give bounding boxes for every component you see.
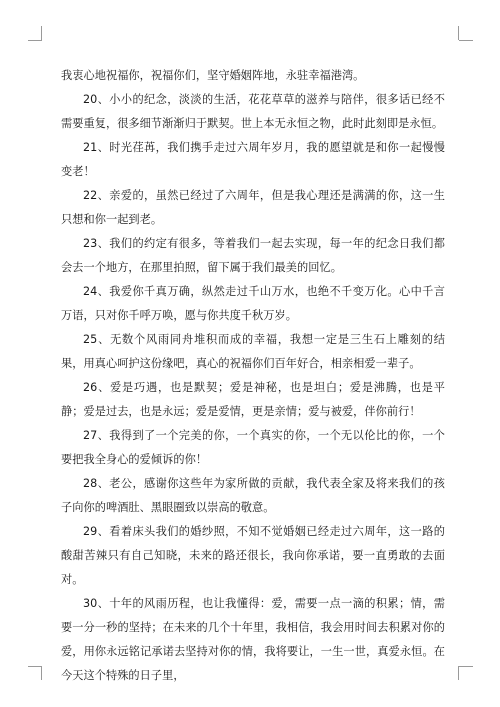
paragraph-30: 30、十年的风雨历程，也让我懂得：爱，需要一点一滴的积累；情，需要一分一秒的坚持；在未来的几个十年里，我相信，我会用时间去积累对你的爱，用你永远铭记承诺去坚持对你的情，我将要让，一生一世，真爱永恒。在今天这个特殊的日子里， [61, 597, 445, 682]
document-body [61, 64, 445, 688]
paragraph-22: 22、亲爱的，虽然已经过了六周年，但是我心理还是满满的你，这一生只想和你一起到老。 [61, 189, 445, 226]
crop-mark-top-right-vertical [458, 26, 459, 40]
paragraph-24: 24、我爱你千真万确，纵然走过千山万水，也绝不千变万化。心中千言万语，只对你千呼万唤，愿与你共度千秋万岁。 [61, 285, 445, 322]
paragraph-23: 23、我们的约定有很多，等着我们一起去实现，每一年的纪念日我们都会去一个地方，在那里拍照，留下属于我们最美的回忆。 [61, 237, 445, 274]
paragraph-continuation: 我衷心地祝福你，祝福你们，坚守婚姻阵地，永驻幸福港湾。 [61, 69, 365, 82]
paragraph-21: 21、时光荏苒，我们携手走过六周年岁月，我的愿望就是和你一起慢慢变老！ [61, 141, 445, 178]
paragraph-27: 27、我得到了一个完美的你，一个真实的你，一个无以伦比的你，一个要把我全身心的爱倾诉的你！ [61, 429, 445, 466]
paragraph-25: 25、无数个风雨同舟堆积而成的幸福，我想一定是三生石上雕刻的结果，用真心呵护这份缘吧，真心的祝福你们百年好合，相亲相爱一辈子。 [61, 333, 445, 370]
paragraph-20: 20、小小的纪念，淡淡的生活，花花草草的滋养与陪伴，很多话已经不需要重复，很多细节渐渐归于默契。世上本无永恒之物，此时此刻即是永恒。 [61, 93, 445, 130]
paragraph-28: 28、老公，感谢你这些年为家所做的贡献，我代表全家及将来我们的孩子向你的啤酒肚、黑眼圈致以崇高的敬意。 [61, 477, 445, 514]
crop-mark-top-left-vertical [41, 26, 42, 40]
paragraph-29: 29、看着床头我们的婚纱照，不知不觉婚姻已经走过六周年，这一路的酸甜苦辣只有自己知晓，未来的路还很长，我向你承诺，要一直勇敢的去面对。 [61, 525, 445, 586]
crop-mark-bottom-left-horizontal [28, 666, 42, 667]
crop-mark-top-right-horizontal [459, 40, 473, 41]
crop-mark-bottom-left-vertical [41, 666, 42, 680]
crop-mark-top-left-horizontal [28, 40, 42, 41]
crop-mark-bottom-right-vertical [458, 666, 459, 680]
crop-mark-bottom-right-horizontal [459, 666, 473, 667]
paragraph-26: 26、爱是巧遇，也是默契；爱是神秘，也是坦白；爱是沸腾，也是平静；爱是过去，也是永远；爱是爱情，更是亲情；爱与被爱，伴你前行！ [61, 381, 445, 418]
